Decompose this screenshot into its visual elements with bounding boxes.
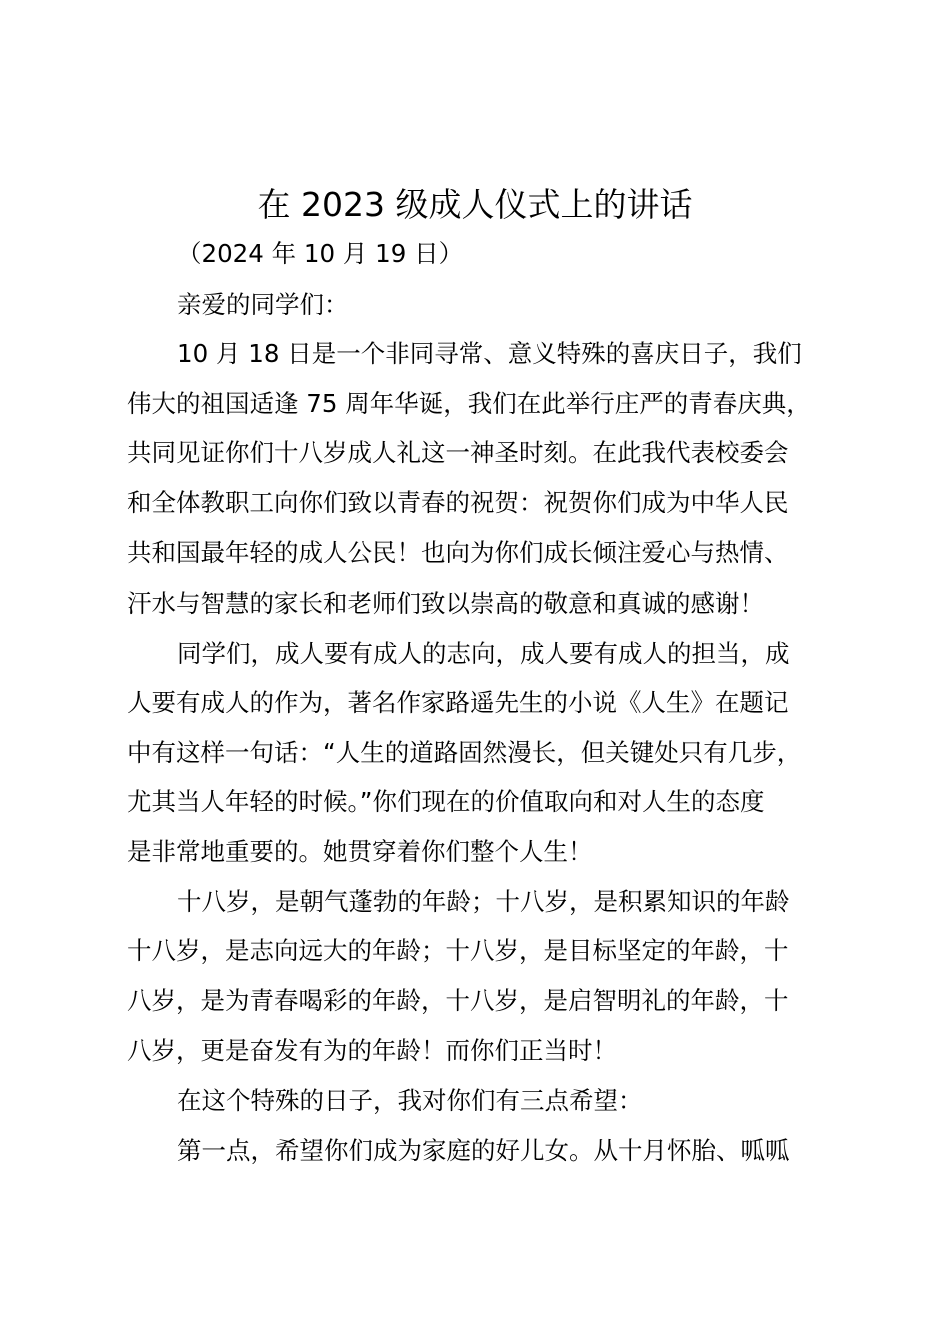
text-line-18: 第一点，希望你们成为家庭的好儿女。从十月怀胎、呱呱 <box>177 1136 790 1165</box>
text-line-12: 是非常地重要的。她贯穿着你们整个人生！ <box>127 837 593 866</box>
document-date: （2024 年 10 月 19 日） <box>177 239 464 268</box>
document-title: 在 2023 级成人仪式上的讲话 <box>257 185 693 224</box>
text-line-4: 共同见证你们十八岁成人礼这一神圣时刻。在此我代表校委会 <box>127 438 789 467</box>
text-line-7: 汗水与智慧的家长和老师们致以崇高的敬意和真诚的感谢！ <box>127 589 764 618</box>
text-line-8: 同学们，成人要有成人的志向，成人要有成人的担当，成 <box>177 639 790 668</box>
text-line-15: 八岁，是为青春喝彩的年龄，十八岁，是启智明礼的年龄，十 <box>127 986 789 1015</box>
text-line-16: 八岁，更是奋发有为的年龄！而你们正当时！ <box>127 1036 617 1065</box>
text-line-1: 亲爱的同学们： <box>177 290 349 319</box>
text-line-3: 伟大的祖国适逢 75 周年华诞，我们在此举行庄严的青春庆典， <box>127 389 811 418</box>
text-line-10: 中有这样一句话：“人生的道路固然漫长，但关键处只有几步， <box>127 738 802 767</box>
text-line-5: 和全体教职工向你们致以青春的祝贺：祝贺你们成为中华人民 <box>127 488 789 517</box>
text-line-9: 人要有成人的作为，著名作家路遥先生的小说《人生》在题记 <box>127 688 789 717</box>
text-line-2: 10 月 18 日是一个非同寻常、意义特殊的喜庆日子，我们 <box>177 339 802 368</box>
text-line-17: 在这个特殊的日子，我对你们有三点希望： <box>177 1086 643 1115</box>
text-line-11: 尤其当人年轻的时候。”你们现在的价值取向和对人生的态度 <box>127 787 765 816</box>
text-line-6: 共和国最年轻的成人公民！也向为你们成长倾注爱心与热情、 <box>127 538 789 567</box>
text-line-13: 十八岁，是朝气蓬勃的年龄；十八岁，是积累知识的年龄 <box>177 887 790 916</box>
text-line-14: 十八岁，是志向远大的年龄；十八岁，是目标坚定的年龄，十 <box>127 936 789 965</box>
